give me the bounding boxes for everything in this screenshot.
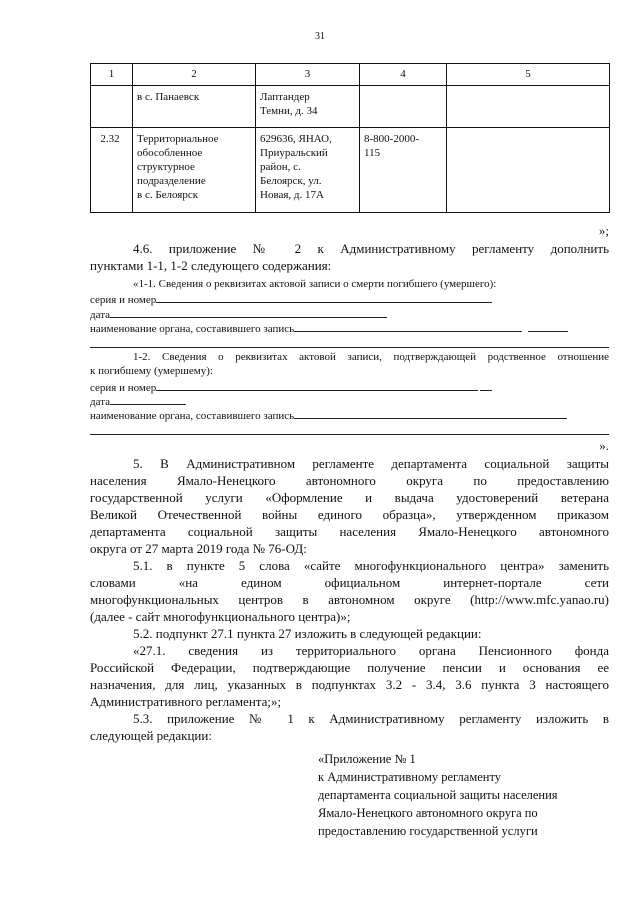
cell-line: 8-800-2000- <box>364 133 419 145</box>
form-date-row <box>90 307 609 322</box>
paragraph-line: назначения, для лиц, указанных в подпунктах 3.2 - 3.4, 3.6 пункта 3 настоящего <box>90 677 609 692</box>
cell-line: район, с. <box>260 161 301 173</box>
page-number: 31 <box>315 31 325 42</box>
appendix-header-line: предоставлению государственной услуги <box>318 824 538 838</box>
form-label: серия и номер <box>90 294 157 306</box>
appendix-header-line: «Приложение № 1 <box>318 752 416 766</box>
form-label: наименование органа, составившего запись <box>90 323 295 335</box>
table-cell <box>360 128 447 213</box>
form-title: к погибшему (умершему): <box>90 365 213 377</box>
fill-line <box>294 321 522 332</box>
form-organ-row <box>90 321 609 336</box>
table-cell: 2.32 <box>91 128 133 213</box>
paragraph-line: следующей редакции: <box>90 728 212 743</box>
cell-line: Темни, д. 34 <box>260 105 318 117</box>
table-cell <box>447 86 610 128</box>
paragraph-line: 5. В Административном регламенте департамента социальной защиты <box>133 456 609 471</box>
table-header-cell: 4 <box>360 64 447 86</box>
form-date-row <box>90 394 609 409</box>
cell-line: Белоярск, ул. <box>260 175 322 187</box>
fill-line <box>90 347 609 348</box>
table-header-cell: 5 <box>447 64 610 86</box>
paragraph-line: Великой Отечественной войны единого образца», утвержденном приказом <box>90 507 609 522</box>
form-series-row <box>90 380 609 395</box>
paragraph-line: словами «на едином официальном интернет-портале сети <box>90 575 609 590</box>
paragraph-line: Российской Федерации, подтверждающие получение пенсии и основания ее <box>90 660 609 675</box>
form-title: «1-1. Сведения о реквизитах актовой записи о смерти погибшего (умершего): <box>133 278 497 290</box>
table-cell <box>256 128 360 213</box>
cell-line: в с. Белоярск <box>137 189 199 201</box>
table-header-row <box>91 64 610 86</box>
cell-line: подразделение <box>137 175 206 187</box>
paragraph-line: «27.1. сведения из территориального органа Пенсионного фонда <box>133 643 609 658</box>
table-cell <box>360 86 447 128</box>
form-label: дата <box>90 309 111 321</box>
paragraph-line: (далее - сайт многофункционального центра)»; <box>90 609 351 624</box>
fill-line <box>110 394 186 405</box>
table-cell <box>256 86 360 128</box>
cell-line: 629636, ЯНАО, <box>260 133 332 145</box>
cell-line: структурное <box>137 161 195 173</box>
paragraph-line: многофункциональных центров в автономном округе (http://www.mfc.yanao.ru) <box>90 592 609 607</box>
appendix-header-line: к Административному регламенту <box>318 770 502 784</box>
paragraph-line: округа от 27 марта 2019 года № 76-ОД: <box>90 541 307 556</box>
table-row <box>91 86 610 128</box>
paragraph-line: 5.1. в пункте 5 слова «сайте многофункционального центра» заменить <box>133 558 609 573</box>
paragraph-line: Административного регламента;»; <box>90 694 282 709</box>
appendix-header-line: департамента социальной защиты населения <box>318 788 558 802</box>
table-cell: в с. Панаевск <box>133 86 256 128</box>
form-label: дата <box>90 396 111 408</box>
table-cell <box>447 128 610 213</box>
fill-line <box>156 292 492 303</box>
paragraph-line: населения Ямало-Ненецкого автономного округа по предоставлению <box>90 473 609 488</box>
table-header-cell: 3 <box>256 64 360 86</box>
fill-line <box>110 307 387 318</box>
appendix-header-line: Ямало-Ненецкого автономного округа по <box>318 806 538 820</box>
paragraph-line: департамента социальной защиты населения Ямало-Ненецкого автономного <box>90 524 609 539</box>
closing-quote: »; <box>598 223 609 238</box>
cell-line: Новая, д. 17А <box>260 189 324 201</box>
mfc-branches-table <box>90 63 610 213</box>
table-cell <box>133 128 256 213</box>
form-label: серия и номер <box>90 382 157 394</box>
cell-line: Территориальное <box>137 133 219 145</box>
form-label: наименование органа, составившего запись <box>90 410 295 422</box>
cell-line: Приуральский <box>260 147 328 159</box>
paragraph-line: 5.3. приложение № 1 к Административному регламенту изложить в <box>133 711 609 726</box>
form-series-row <box>90 292 609 307</box>
closing-quote: ». <box>599 438 609 453</box>
form-title: 1-2. Сведения о реквизитах актовой записи, подтверждающей родственное отношение <box>133 351 609 363</box>
paragraph-line: 4.6. приложение № 2 к Административному регламенту дополнить <box>133 241 609 256</box>
fill-line <box>528 321 568 332</box>
fill-line <box>156 380 478 391</box>
paragraph-line: государственной услуги «Оформление и выдача удостоверений ветерана <box>90 490 609 505</box>
table-row <box>91 128 610 213</box>
cell-line: 115 <box>364 147 381 159</box>
fill-line <box>294 408 567 419</box>
paragraph-line: 5.2. подпункт 27.1 пункта 27 изложить в следующей редакции: <box>133 626 482 641</box>
form-organ-row <box>90 408 609 423</box>
table-header-cell: 2 <box>133 64 256 86</box>
cell-line: Лаптандер <box>260 91 310 103</box>
fill-line <box>480 380 492 391</box>
fill-line <box>90 434 609 435</box>
cell-line: обособленное <box>137 147 203 159</box>
paragraph-line: пунктами 1-1, 1-2 следующего содержания: <box>90 258 332 273</box>
table-cell <box>91 86 133 128</box>
table-header-cell: 1 <box>91 64 133 86</box>
